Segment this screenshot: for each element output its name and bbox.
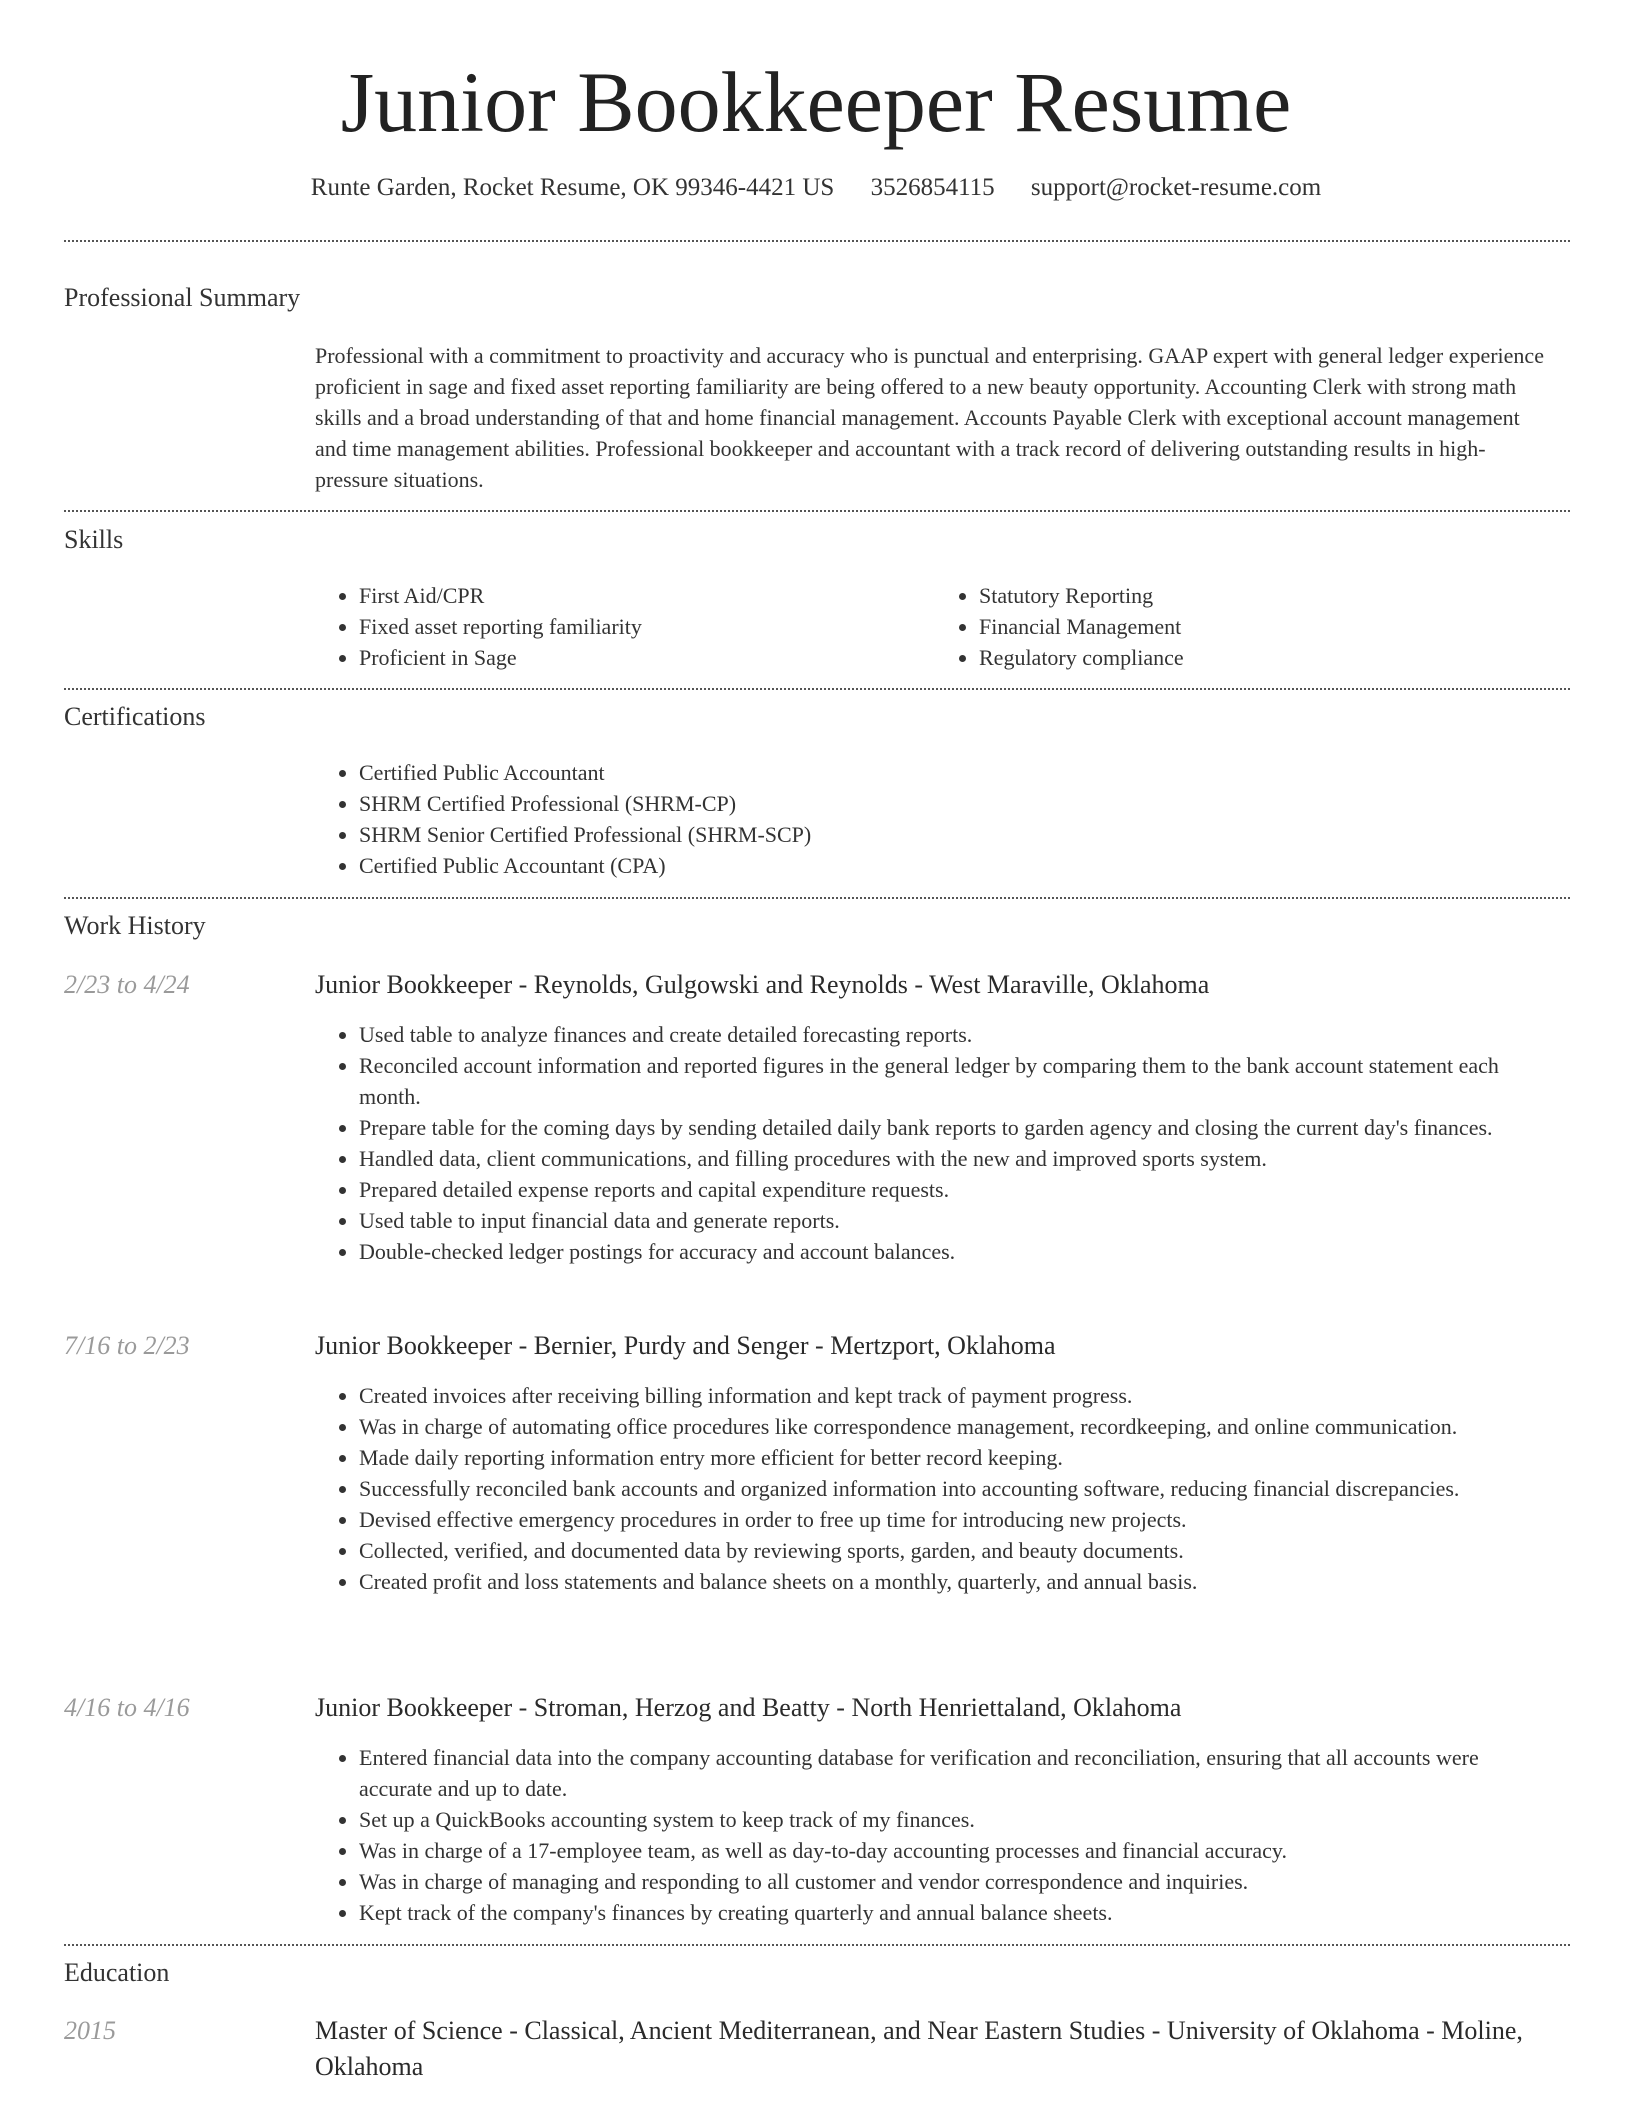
contact-email: support@rocket-resume.com: [1030, 174, 1322, 201]
section-heading-education: Education: [64, 1958, 170, 1987]
divider: [64, 688, 1570, 690]
section-heading-summary: Professional Summary: [64, 283, 301, 312]
job-bullet: • Devised effective emergency procedures in order to free up time for introducing new projects.: [359, 1504, 1555, 1535]
job-dates: 7/16 to 2/23: [64, 1331, 190, 1360]
job-dates: 2/23 to 4/24: [64, 970, 190, 999]
divider: [64, 897, 1570, 899]
job-bullet: • Successfully reconciled bank accounts and organized information into accounting software, reducing financial discrepancies.: [359, 1473, 1555, 1504]
divider: [64, 510, 1570, 512]
skill-item: • Regulatory compliance: [979, 642, 1555, 673]
job-bullets: [315, 1019, 1555, 1267]
divider: [64, 1944, 1570, 1946]
job-bullet: • Set up a QuickBooks accounting system to keep track of my finances.: [359, 1804, 1555, 1835]
job-bullet: • Double-checked ledger postings for accuracy and account balances.: [359, 1236, 1555, 1267]
section-heading-certifications: Certifications: [64, 702, 206, 731]
job-bullets: [315, 1742, 1555, 1928]
contact-line: [0, 174, 1632, 202]
job-bullet: • Prepared detailed expense reports and capital expenditure requests.: [359, 1174, 1555, 1205]
job-title: Junior Bookkeeper - Stroman, Herzog and Beatty - North Henriettaland, Oklahoma: [315, 1693, 1182, 1722]
contact-address: Runte Garden, Rocket Resume, OK 99346-4421 US: [310, 174, 835, 201]
job-bullet: • Collected, verified, and documented data by reviewing sports, garden, and beauty documents.: [359, 1535, 1555, 1566]
resume-header: [0, 0, 1632, 202]
job-bullet: • Was in charge of managing and responding to all customer and vendor correspondence and inquiries.: [359, 1866, 1555, 1897]
job-title: Junior Bookkeeper - Reynolds, Gulgowski and Reynolds - West Maraville, Oklahoma: [315, 970, 1210, 999]
job-bullet: • Created invoices after receiving billing information and kept track of payment progress.: [359, 1380, 1555, 1411]
job-bullet: • Handled data, client communications, and filling procedures with the new and improved sports system.: [359, 1143, 1555, 1174]
job-bullet: • Kept track of the company's finances by creating quarterly and annual balance sheets.: [359, 1897, 1555, 1928]
job-bullet: • Created profit and loss statements and balance sheets on a monthly, quarterly, and annual basis.: [359, 1566, 1555, 1597]
summary-text: Professional with a commitment to proactivity and accuracy who is punctual and enterprising. GAAP expert with general ledger experience proficient in sage and fixed asset reporting familiarity are being offered to a new beauty opportunity. Accounting Clerk with strong math skills and a broad understanding of that and home financial management. Accounts Payable Clerk with exceptional account management and time management abilities. Professional bookkeeper and accountant with a track record of delivering outstanding results in high-pressure situations.: [315, 343, 1544, 492]
job-bullet: • Was in charge of a 17-employee team, as well as day-to-day accounting processes and financial accuracy.: [359, 1835, 1555, 1866]
skill-item: • Fixed asset reporting familiarity: [359, 611, 935, 642]
job-bullet: • Used table to analyze finances and create detailed forecasting reports.: [359, 1019, 1555, 1050]
skills-list: [315, 580, 1555, 673]
job-bullet: • Prepare table for the coming days by sending detailed daily bank reports to garden agency and closing the current day's finances.: [359, 1112, 1555, 1143]
section-heading-skills: Skills: [64, 525, 124, 554]
job-bullet: • Made daily reporting information entry more efficient for better record keeping.: [359, 1442, 1555, 1473]
skill-item: • Proficient in Sage: [359, 642, 935, 673]
certification-item: • Certified Public Accountant: [359, 757, 1555, 788]
skill-item: • First Aid/CPR: [359, 580, 935, 611]
skill-item: • Financial Management: [979, 611, 1555, 642]
skills-column-left: [315, 580, 935, 673]
job-title: Junior Bookkeeper - Bernier, Purdy and Senger - Mertzport, Oklahoma: [315, 1331, 1056, 1360]
job-bullets: [315, 1380, 1555, 1597]
skill-item: • Statutory Reporting: [979, 580, 1555, 611]
page-title: Junior Bookkeeper Resume: [340, 54, 1292, 150]
section-heading-work: Work History: [64, 911, 206, 940]
job-bullet: • Used table to input financial data and generate reports.: [359, 1205, 1555, 1236]
certifications-list: [315, 757, 1555, 881]
job-dates: 4/16 to 4/16: [64, 1693, 190, 1722]
certification-item: • SHRM Senior Certified Professional (SHRM-SCP): [359, 819, 1555, 850]
job-bullet: • Was in charge of automating office procedures like correspondence management, recordkeeping, and online communication.: [359, 1411, 1555, 1442]
job-bullet: • Reconciled account information and reported figures in the general ledger by comparing them to the bank account statement each month.: [359, 1050, 1555, 1112]
education-year: 2015: [64, 2016, 116, 2045]
education-degree: Master of Science - Classical, Ancient Mediterranean, and Near Eastern Studies - University of Oklahoma - Moline, Oklahoma: [315, 2016, 1523, 2081]
certification-item: • Certified Public Accountant (CPA): [359, 850, 1555, 881]
contact-phone: 3526854115: [870, 174, 995, 201]
job-bullet: • Entered financial data into the company accounting database for verification and reconciliation, ensuring that all accounts were accurate and up to date.: [359, 1742, 1555, 1804]
divider: [64, 240, 1570, 242]
skills-column-right: [935, 580, 1555, 673]
certification-item: • SHRM Certified Professional (SHRM-CP): [359, 788, 1555, 819]
